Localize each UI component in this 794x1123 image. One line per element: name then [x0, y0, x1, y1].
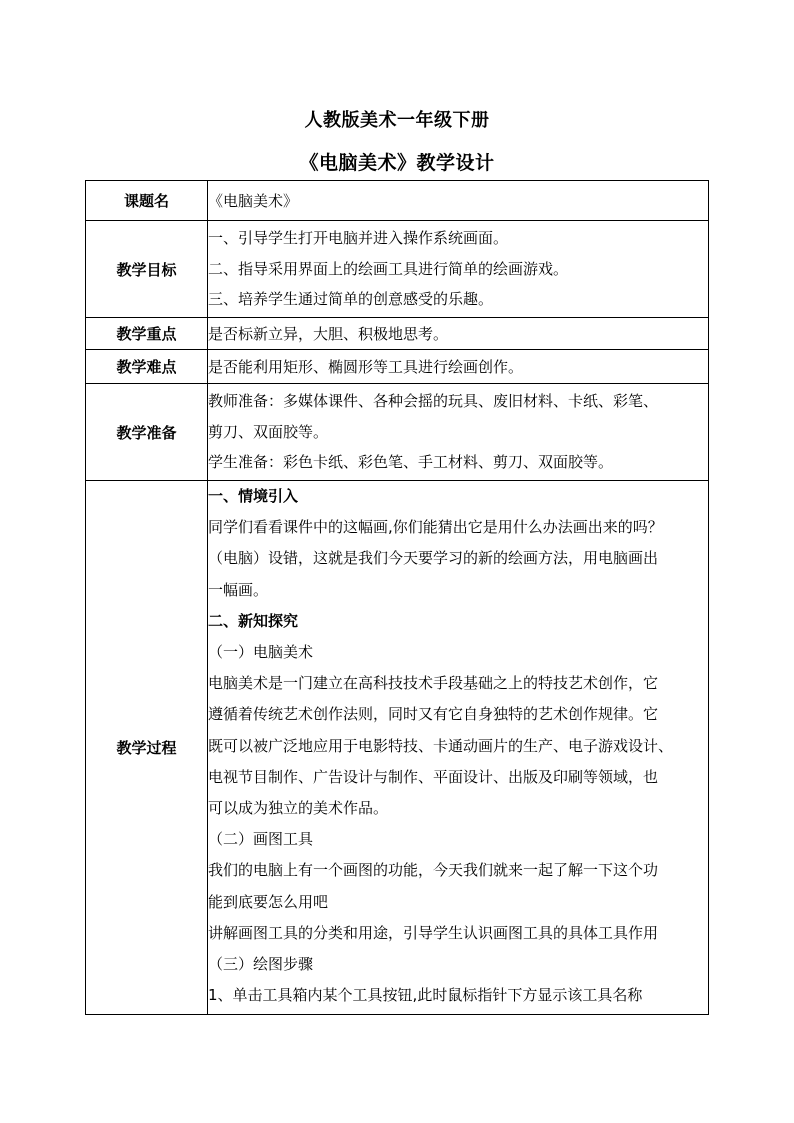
- document-title: 人教版美术一年级下册: [304, 110, 490, 131]
- document-subtitle: 《电脑美术》教学设计: [299, 152, 495, 174]
- lesson-plan-table: [85, 180, 709, 1015]
- label-difficulties: 教学难点: [86, 350, 208, 384]
- table-row-process: [86, 481, 709, 1015]
- objective-line: 二、指导采用界面上的绘画工具进行简单的绘画游戏。: [208, 259, 569, 278]
- process-line: 讲解画图工具的分类和用途，引导学生认识画图工具的具体工具作用: [208, 923, 659, 942]
- process-subheading: （二）画图工具: [208, 830, 314, 849]
- label-objectives: 教学目标: [86, 221, 208, 318]
- label-topic: 课题名: [86, 181, 208, 221]
- process-line: （电脑）设错，这就是我们今天要学习的新的绘画方法，用电脑画出: [208, 549, 659, 568]
- value-difficulties: 是否能利用矩形、椭圆形等工具进行绘画创作。: [208, 350, 709, 384]
- process-subheading: （三）绘图步骤: [208, 955, 314, 974]
- process-line: 我们的电脑上有一个画图的功能，今天我们就来一起了解一下这个功: [208, 861, 659, 880]
- process-line: 同学们看看课件中的这幅画,你们能猜出它是用什么办法画出来的吗？: [208, 518, 663, 537]
- preparation-line: 学生准备：彩色卡纸、彩色笔、手工材料、剪刀、双面胶等。: [208, 453, 614, 472]
- table-row-objectives: [86, 221, 709, 318]
- objective-line: 一、引导学生打开电脑并进入操作系统画面。: [208, 229, 509, 248]
- table-row-difficulties: [86, 350, 709, 384]
- table-row-preparation: [86, 384, 709, 481]
- label-preparation: 教学准备: [86, 384, 208, 481]
- objective-line: 三、培养学生通过简单的创意感受的乐趣。: [208, 290, 494, 309]
- process-line: 能到底要怎么用吧: [208, 892, 329, 911]
- label-process: 教学过程: [86, 481, 208, 1015]
- label-key-points: 教学重点: [86, 318, 208, 350]
- process-subheading: （一）电脑美术: [208, 643, 314, 662]
- process-heading: 二、新知探究: [208, 611, 299, 630]
- preparation-line: 教师准备：多媒体课件、各种会摇的玩具、废旧材料、卡纸、彩笔、: [208, 392, 659, 411]
- process-line: 可以成为独立的美术作品。: [208, 799, 389, 818]
- value-topic: 《电脑美术》: [208, 181, 709, 221]
- process-line: 一幅画。: [208, 580, 269, 599]
- preparation-line: 剪刀、双面胶等。: [208, 422, 329, 441]
- value-process: [208, 481, 709, 1015]
- value-key-points: 是否标新立异，大胆、积极地思考。: [208, 318, 709, 350]
- process-line: 电视节目制作、广告设计与制作、平面设计、出版及印刷等领域，也: [208, 767, 659, 786]
- table-row-topic: [86, 181, 709, 221]
- value-objectives: [208, 221, 709, 318]
- process-line: 既可以被广泛地应用于电影特技、卡通动画片的生产、电子游戏设计、: [208, 736, 674, 755]
- value-preparation: [208, 384, 709, 481]
- process-line: 电脑美术是一门建立在高科技技术手段基础之上的特技艺术创作，它: [208, 674, 659, 693]
- table-row-key-points: [86, 318, 709, 350]
- process-heading: 一、情境引入: [208, 487, 299, 505]
- process-line: 遵循着传统艺术创作法则，同时又有它自身独特的艺术创作规律。它: [208, 705, 659, 724]
- process-line: 1、单击工具箱内某个工具按钮,此时鼠标指针下方显示该工具名称: [208, 986, 643, 1005]
